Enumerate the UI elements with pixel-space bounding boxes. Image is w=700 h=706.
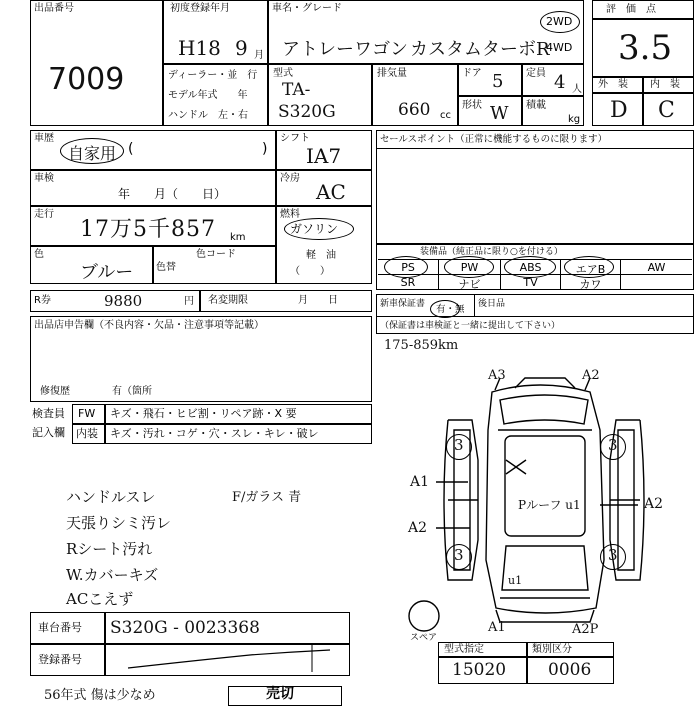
fuel-paren: （ ）: [290, 266, 330, 277]
name-change-value: 月 日: [298, 295, 338, 306]
capacity-unit: 人: [572, 84, 582, 95]
selling-points-label: セールスポイント（正常に機能するものに限ります）: [380, 134, 608, 145]
declaration-label: 出品店申告欄（不良内容・欠品・注意事項等記載）: [34, 320, 264, 331]
damage-a2-left: A2: [408, 520, 428, 536]
color-code-label: 色コード: [196, 249, 236, 260]
lot-number: 7009: [48, 62, 125, 97]
tire-rr-value: 3: [608, 546, 618, 564]
mileage-value: 17万5千857: [80, 217, 216, 242]
ext-label: 外 装: [598, 79, 628, 90]
capacity-label: 定員: [526, 68, 546, 79]
equip-navi: ナビ: [458, 278, 481, 291]
capacity-value: 4: [554, 72, 566, 93]
yen-unit: 円: [184, 296, 194, 307]
equip-leather: カワ: [579, 278, 602, 291]
note-2: 天張りシミ汚レ: [66, 514, 172, 532]
recycle-label: R券: [34, 295, 51, 306]
repaint-label: 色替: [156, 262, 176, 273]
history-paren-close: ): [262, 141, 268, 157]
history-label: 車歴: [34, 133, 54, 144]
type-spec-value: 15020: [452, 660, 507, 680]
equip-aw: AW: [647, 261, 666, 274]
displacement-label: 排気量: [377, 68, 407, 79]
ext-grade: D: [610, 98, 628, 123]
ac-value: AC: [316, 180, 346, 204]
damage-a3: A3: [488, 368, 506, 383]
damage-a1-bottom: A1: [488, 620, 506, 635]
eval-score: 3.5: [618, 28, 673, 68]
month-unit: 月: [254, 50, 264, 61]
color-label: 色: [34, 249, 44, 260]
tire-fr-value: 3: [608, 436, 618, 454]
eval-label: 評 価 点: [606, 4, 656, 15]
int-inspect-label: 内装: [76, 427, 98, 440]
type-spec-divider: [526, 642, 528, 684]
door-value: 5: [492, 71, 504, 92]
mileage-note: 175-859km: [384, 338, 459, 353]
category-value: 0006: [548, 660, 592, 680]
category-label: 類別区分: [532, 644, 572, 655]
type-spec-label: 型式指定: [444, 644, 484, 655]
shaken-value: 年 月（ 日）: [118, 187, 227, 201]
drive-2wd: 2WD: [546, 15, 573, 28]
handle-label: ハンドル 左・右: [168, 110, 248, 121]
tire-fl-value: 3: [454, 436, 464, 454]
type-value-2: S320G: [278, 102, 336, 122]
first-reg-month: 9: [235, 36, 248, 60]
first-reg-label: 初度登録年月: [170, 3, 230, 14]
km-unit: km: [230, 232, 246, 243]
warranty-value: 有・無: [436, 304, 465, 315]
chassis-label: 車台番号: [38, 621, 82, 634]
equip-sr: SR: [400, 276, 416, 289]
car-name-value-2: カスタムターボR: [410, 39, 550, 60]
chassis-value: S320G - 0023368: [110, 618, 260, 638]
int-items: キズ・汚れ・コゲ・穴・スレ・キレ・破レ: [110, 427, 319, 440]
int-grade: C: [658, 98, 675, 123]
inspector-label-2: 記入欄: [32, 426, 65, 439]
shape-value: W: [490, 103, 509, 124]
shift-value: IA7: [306, 144, 342, 168]
warranty-label: 新車保証書: [380, 299, 426, 309]
note-1: ハンドルスレ: [66, 488, 156, 506]
drive-4wd: 4WD: [546, 41, 573, 54]
lot-label: 出品番号: [34, 3, 74, 14]
registration-label: 登録番号: [38, 653, 82, 666]
mileage-label: 走行: [34, 209, 54, 220]
equipment-label: 装備品（純正品に限り○を付ける）: [420, 247, 563, 257]
kg-unit: kg: [568, 114, 581, 125]
damage-a1-left: A1: [410, 474, 430, 490]
shaken-label: 車検: [34, 173, 54, 184]
repair-label: 修復歴: [40, 386, 70, 397]
displacement-value: 660: [398, 100, 431, 120]
damage-a2-top: A2: [582, 368, 600, 383]
tire-rl-value: 3: [454, 546, 464, 564]
recycle-value: 9880: [104, 292, 143, 310]
fuel-light: 軽 油: [306, 250, 336, 261]
repair-value: 有（箇所: [112, 386, 152, 397]
int-label: 内 装: [650, 79, 680, 90]
fuel-label: 燃料: [280, 209, 300, 220]
shape-label: 形状: [462, 100, 482, 111]
dealer-label: ディーラー・並 行: [168, 70, 258, 81]
damage-a2-right: A2: [644, 496, 664, 512]
door-label: ドア: [462, 68, 482, 79]
damage-a2p: A2P: [572, 622, 599, 637]
stamp-text: 売切: [266, 686, 294, 702]
history-value: 自家用: [68, 144, 117, 163]
note-3: Rシート汚れ: [66, 540, 153, 558]
spare-label: スペア: [410, 633, 438, 643]
load-label: 積載: [526, 100, 546, 111]
equip-ps: PS: [401, 261, 415, 274]
type-value-1: TA-: [282, 80, 311, 100]
type-label: 型式: [273, 68, 293, 79]
type-spec-hdivider: [438, 656, 614, 658]
model-year-label: モデル年式 年: [168, 90, 248, 101]
history-paren-open: (: [128, 141, 134, 157]
color-value: ブルー: [80, 262, 134, 283]
note-4: W.カバーキズ: [66, 566, 159, 584]
equip-abs: ABS: [519, 261, 542, 274]
name-change-label: 名変期限: [208, 295, 248, 306]
ac-label: 冷房: [280, 173, 300, 184]
equip-airbag: エアB: [575, 263, 606, 276]
glass-note: F/ガラス 青: [232, 490, 302, 505]
note-5: ACこえず: [66, 590, 134, 608]
car-name-label: 車名・グレード: [272, 3, 342, 14]
warranty-note: （保証書は車検証と一緒に提出して下さい）: [380, 321, 561, 331]
bottom-note: 56年式 傷は少なめ: [44, 688, 156, 703]
damage-u1: u1: [508, 574, 523, 587]
postdate-label: 後日品: [478, 299, 506, 309]
roof-note: Pルーフ u1: [518, 498, 581, 512]
first-reg-year: H18: [178, 36, 221, 60]
equip-tv: TV: [523, 276, 538, 289]
inspector-label-1: 検査員: [32, 407, 65, 420]
fuel-value: ガソリン: [290, 222, 339, 236]
fw-label: FW: [78, 407, 96, 420]
shift-label: シフト: [280, 133, 310, 144]
cc-unit: cc: [440, 110, 451, 121]
equip-pw: PW: [460, 261, 479, 274]
car-name-value-1: アトレーワゴン: [282, 39, 408, 60]
fw-items: キズ・飛石・ヒビ割・リペア跡・X 要: [110, 407, 297, 420]
